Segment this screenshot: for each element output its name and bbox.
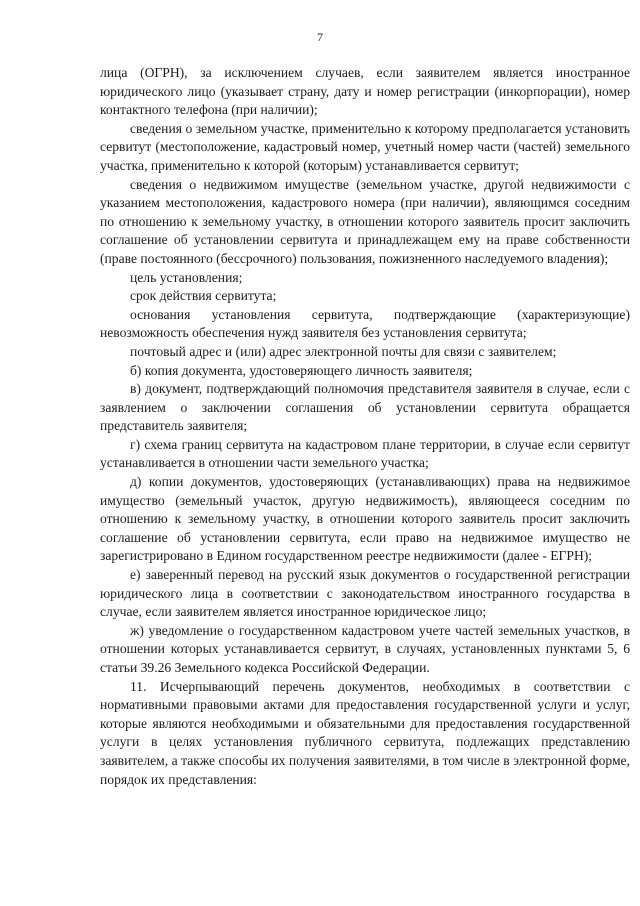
paragraph-continuation: лица (ОГРН), за исключением случаев, если заявителем является иностранное юридического лицо (указывает страну, дату и номер регистрации (инкорпорации), номер контактного телефона (при наличии);: [100, 65, 630, 118]
paragraph-term: срок действия сервитута;: [130, 288, 277, 304]
paragraph-item-v: в) документ, подтверждающий полномочия представителя заявителя в случае, если с заявлением о заключении соглашения об установлении сервитута обращается представитель заявителя;: [100, 381, 630, 434]
document-body: [100, 64, 630, 789]
paragraph-section-11: 11. Исчерпывающий перечень документов, необходимых в соответствии с нормативными правовыми актами для предоставления государственной услуги и услуг, которые являются необходимыми и обязательными для предоставления государственной услуги в целях установления публичного сервитута, подлежащих представлению заявителем, а также способы их получения заявителями, в том числе в электронной форме, порядок их представления:: [100, 678, 630, 787]
paragraph-item-e: е) заверенный перевод на русский язык документов о государственной регистрации юридического лица в соответствии с законодательством иностранного государства в случае, если заявителем является иностранное юридическое лицо;: [100, 567, 630, 620]
paragraph-purpose: цель установления;: [130, 269, 243, 285]
paragraph-address: почтовый адрес и (или) адрес электронной почты для связи с заявителем;: [130, 343, 557, 359]
paragraph-grounds: основания установления сервитута, подтверждающие (характеризующие) невозможность обеспечения нужд заявителя без установления сервитута;: [100, 306, 630, 341]
paragraph-item-g: г) схема границ сервитута на кадастровом плане территории, в случае если сервитут устанавливается в отношении части земельного участка;: [100, 436, 630, 471]
paragraph-item-b: б) копия документа, удостоверяющего личность заявителя;: [130, 362, 473, 378]
paragraph-item-zh: ж) уведомление о государственном кадастровом учете частей земельных участков, в отношении которых устанавливается сервитут, в случаях, установленных пунктами 5, 6 статьи 39.26 Земельного кодекса Российской Федерации.: [100, 622, 630, 675]
paragraph-land-plot-info: сведения о земельном участке, применительно к которому предполагается установить сервитут (местоположение, кадастровый номер, учетный номер части (частей) земельного участка, применительно к которой (которым) устанавливается сервитут;: [100, 120, 630, 173]
paragraph-item-d: д) копии документов, удостоверяющих (устанавливающих) права на недвижимое имущество (земельный участок, другую недвижимость), являющееся соседним по отношению к земельному участку, в отношении которого заявитель просит заключить соглашение об установлении сервитута, если право на недвижимое имущество не зарегистрировано в Едином государственном реестре недвижимости (далее - ЕГРН);: [100, 474, 630, 564]
page-number: 7: [317, 30, 323, 44]
paragraph-real-estate-info: сведения о недвижимом имуществе (земельном участке, другой недвижимости с указанием местоположения, кадастрового номера (при наличии), являющимся соседним по отношению к земельному участку, в отношении которого заявитель просит заключить соглашение об установлении сервитута и принадлежащем ему на праве собственности (праве постоянного (бессрочного) пользования, пожизненного наследуемого владения);: [100, 176, 630, 266]
